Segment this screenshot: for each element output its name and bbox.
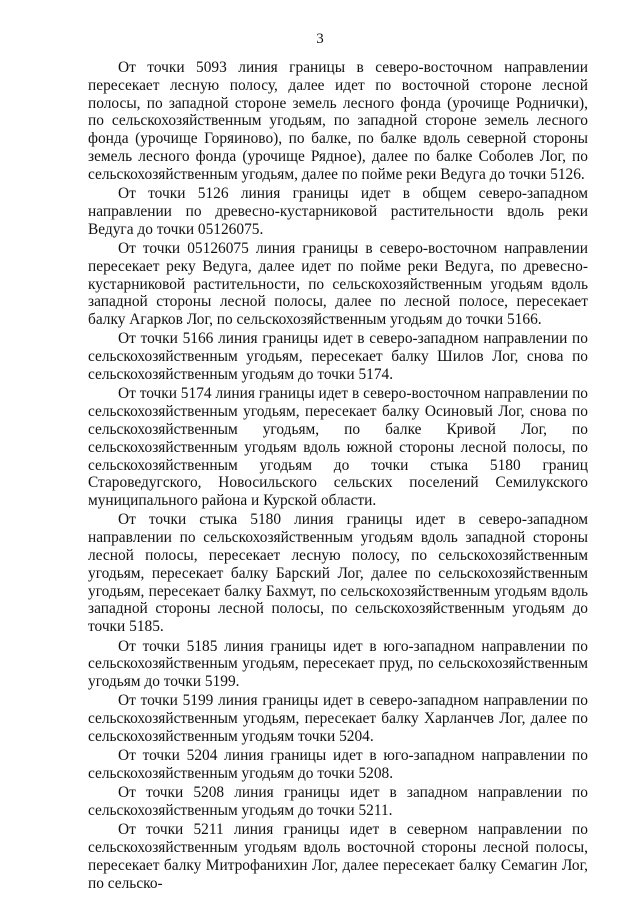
- paragraph: От точки стыка 5180 линия границы идет в северо-западном направлении по сельскохозяйственным угодьям вдоль западной стороны лесной полосы, пересекает лесную полосу, по сельскохозяйственным угодьям, пересекает балку Барский Лог, далее по сельскохозяйственным угодьям, пересекает балку Бахмут, по сельскохозяйственным угодьям вдоль западной стороны лесной полосы, по сельскохозяйственным угодьям до точки 5185.: [88, 511, 588, 636]
- paragraph: От точки 5166 линия границы идет в северо-западном направлении по сельскохозяйственным угодьям, пересекает балку Шилов Лог, снова по сельскохозяйственным угодьям до точки 5174.: [88, 330, 588, 384]
- paragraph: От точки 05126075 линия границы в северо-восточном направлении пересекает реку Ведуга, далее идет по пойме реки Ведуга, по древесно-кустарниковой растительности, по сельскохозяйственным угодьям вдоль западной стороны лесной полосы, далее по лесной полосе, пересекает балку Агарков Лог, по сельскохозяйственным угодьям до точки 5166.: [88, 239, 588, 329]
- paragraph: От точки 5174 линия границы идет в северо-восточном направлении по сельскохозяйственным угодьям, пересекает балку Осиновый Лог, снова по сельскохозяйственным угодьям, по балке Кривой Лог, по сельскохозяйственным угодьям вдоль южной стороны лесной полосы, по сельскохозяйственным угодьям до точки стыка 5180 границ Староведугского, Новосильского сельских поселений Семилукского муниципального района и Курской области.: [88, 385, 588, 510]
- paragraph: От точки 5204 линия границы идет в юго-западном направлении по сельскохозяйственным угодьям до точки 5208.: [88, 747, 588, 783]
- paragraph: От точки 5208 линия границы идет в западном направлении по сельскохозяйственным угодьям до точки 5211.: [88, 784, 588, 820]
- paragraph: От точки 5211 линия границы идет в северном направлении по сельскохозяйственным угодьям вдоль восточной стороны лесной полосы, пересекает балку Митрофанихин Лог, далее пересекает балку Семагин Лог, по сельско-: [88, 821, 588, 892]
- document-body: [88, 59, 588, 894]
- paragraph: От точки 5199 линия границы идет в северо-западном направлении по сельскохозяйственным угодьям, пересекает балку Харланчев Лог, далее по сельскохозяйственным угодьям точки 5204.: [88, 692, 588, 745]
- paragraph: От точки 5093 линия границы в северо-восточном направлении пересекает лесную полосу, далее идет по восточной стороне лесной полосы, по западной стороне земель лесного фонда (урочище Роднички), по сельскохозяйственным угодьям, по западной стороне земель лесного фонда (урочище Горяиново), по балке, по балке вдоль северной стороны земель лесного фонда (урочище Рядное), далее по балке Соболев Лог, по сельскохозяйственным угодьям, далее по пойме реки Ведуга до точки 5126.: [88, 59, 588, 183]
- paragraph: От точки 5126 линия границы идет в общем северо-западном направлении по древесно-кустарниковой растительности вдоль реки Ведуга до точки 05126075.: [88, 185, 588, 238]
- paragraph: От точки 5185 линия границы идет в юго-западном направлении по сельскохозяйственным угодьям, пересекает пруд, по сельскохозяйственным угодьям до точки 5199.: [88, 637, 588, 691]
- page-number: 3: [316, 31, 324, 47]
